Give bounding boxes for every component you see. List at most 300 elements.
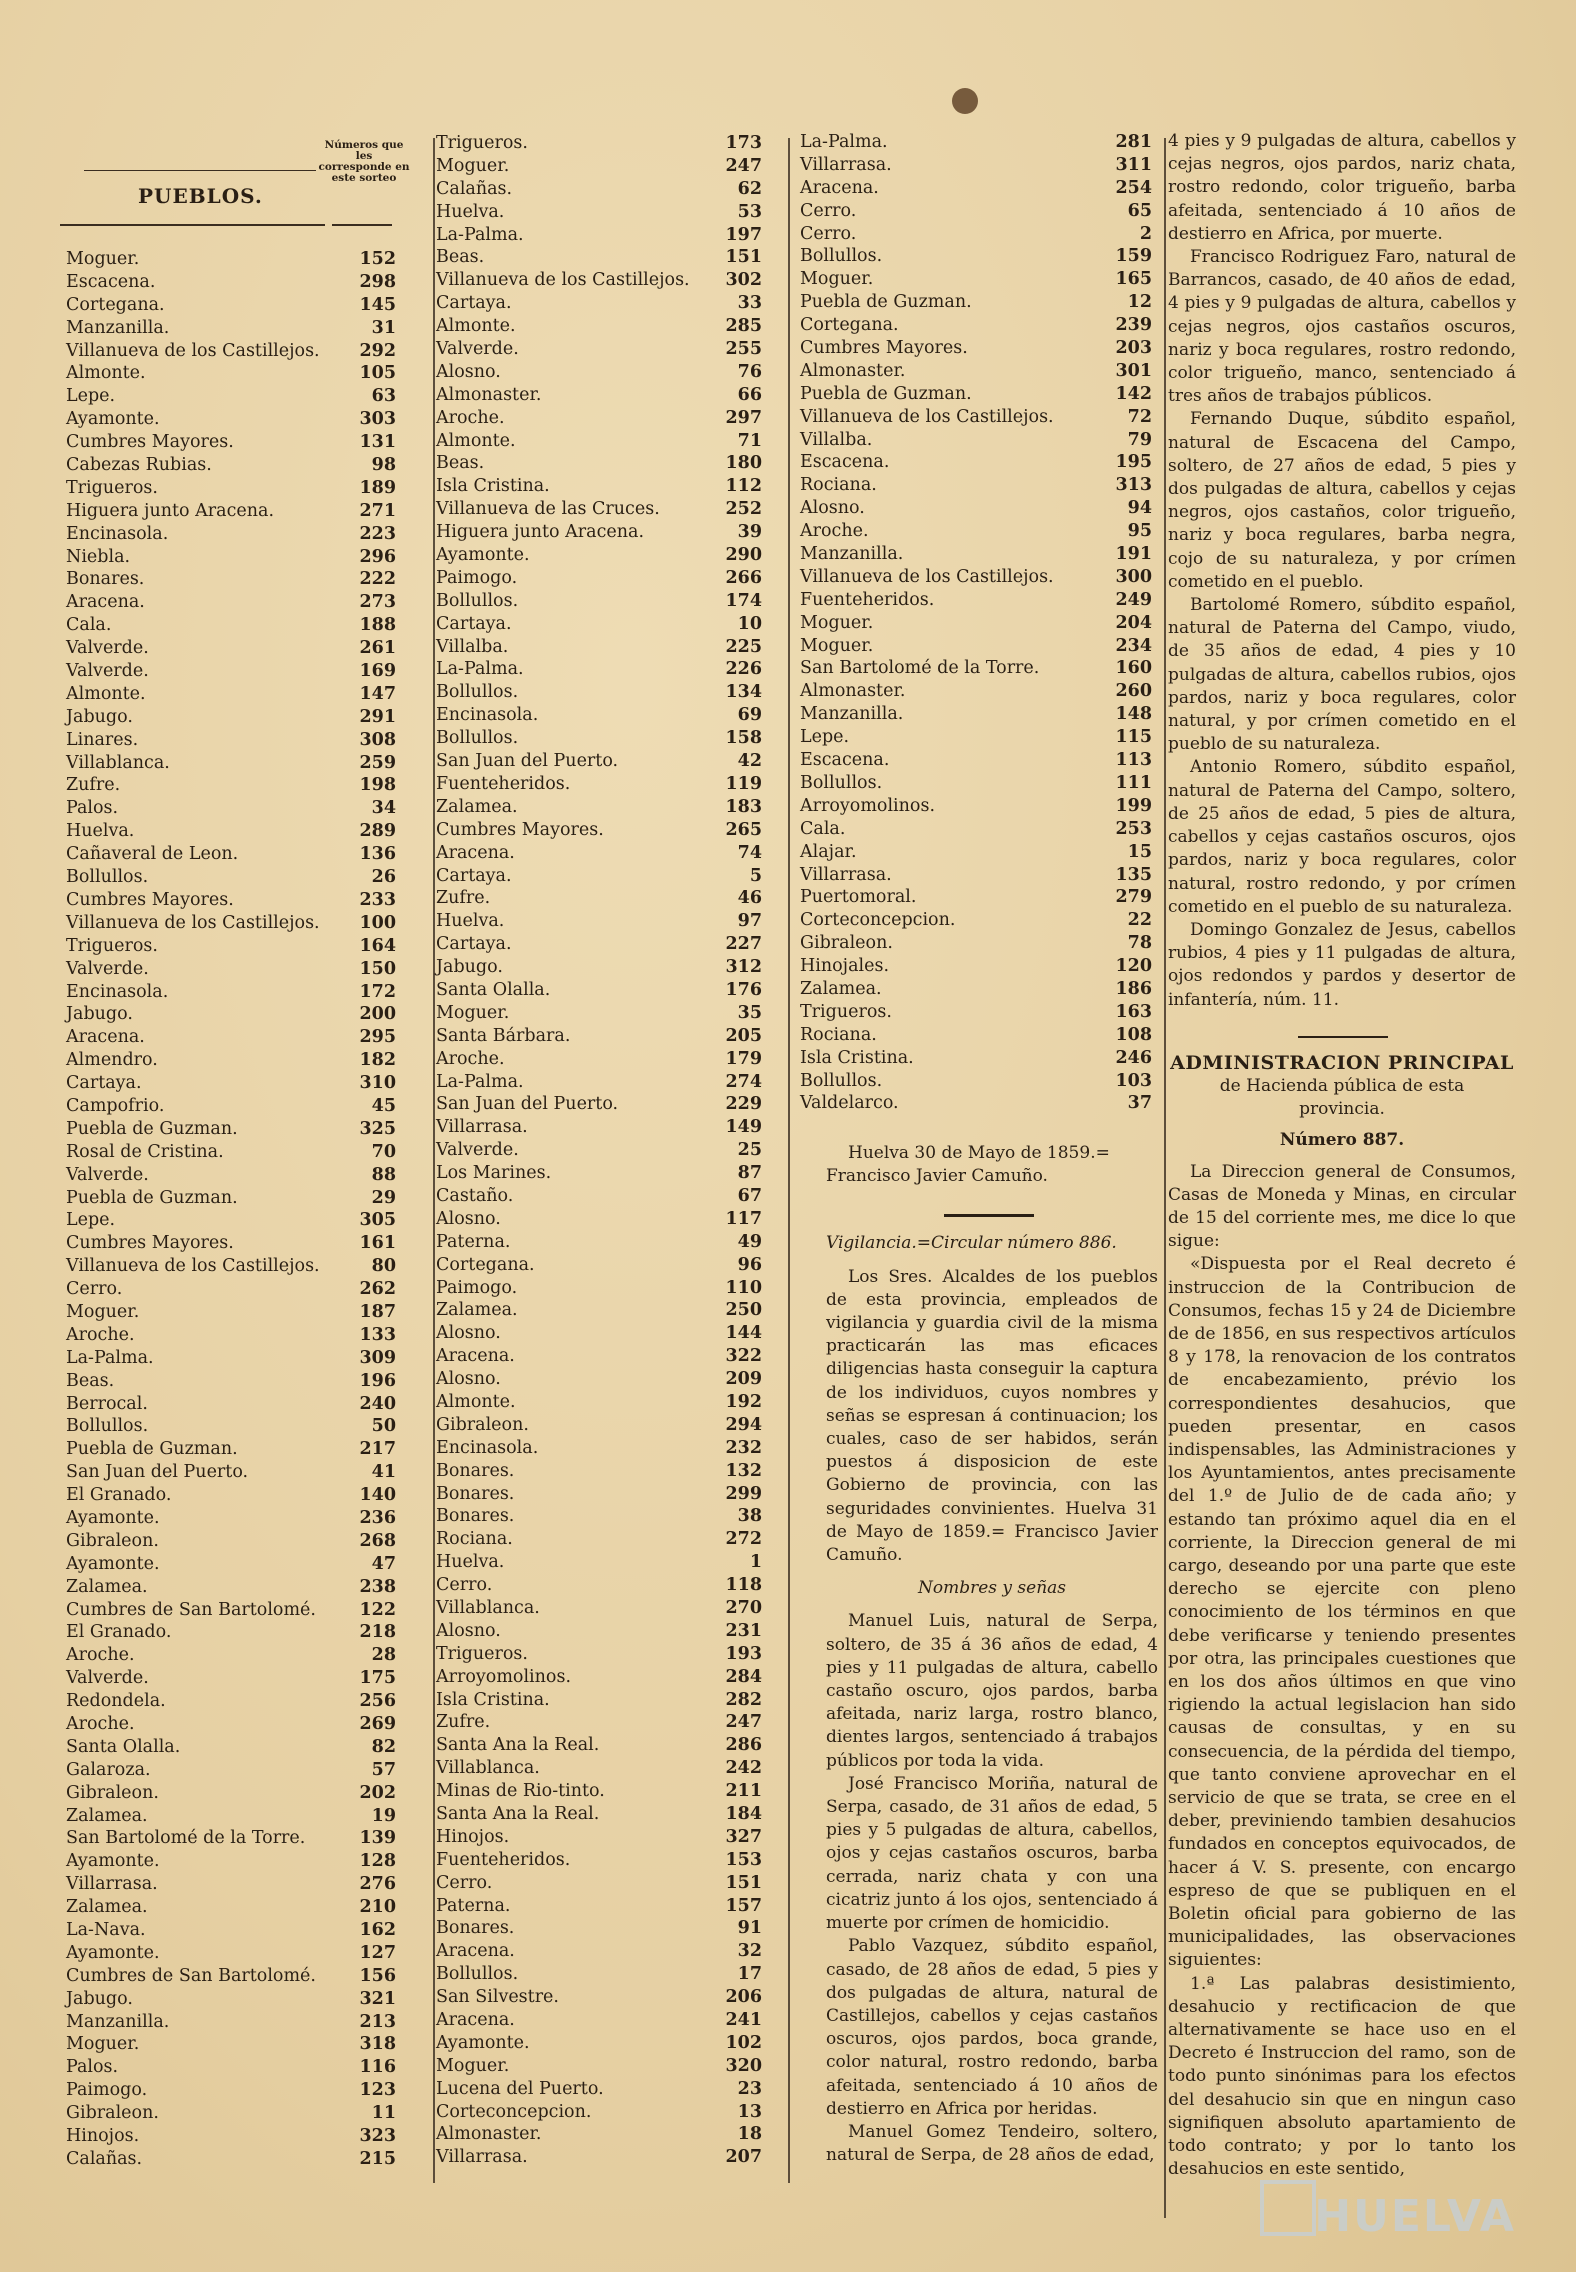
persona-7: Bartolomé Romero, súbdito español, natural de Paterna del Campo, viudo, de 35 años de edad, 4 pies y 10 pulgadas de altura, cabellos rubios, ojos pardos, nariz y boca regulares, color natural, y por crímen cometido en el pueblo de su naturaleza. (1168, 595, 1516, 755)
persona-2: José Francisco Moriña, natural de Serpa, casado, de 31 años de edad, 5 pies y 5 pulgadas de altura, cabellos, ojos y cejas castaños oscuros, barba cerrada, nariz chata y con una cicatriz junto á los ojos, sentenciado á muerte por crímen de homicidio. (826, 1773, 1158, 1934)
lot-number: 156 (359, 1965, 396, 1986)
list-item (436, 1711, 762, 1734)
lot-number: 205 (725, 1025, 762, 1046)
list-item (436, 1963, 762, 1986)
lot-number: 88 (371, 1164, 396, 1185)
administracion-subtitle: de Hacienda pública de esta provincia. (1219, 1075, 1465, 1120)
lot-number: 321 (359, 1988, 396, 2009)
persona-3: Pablo Vazquez, súbdito español, casado, de 28 años de edad, 5 pies y dos pulgadas de altura, natural de Castillejos, cabellos y cejas castaños oscuros, ojos pardos, boca grande, color natural, rostro redondo, barba afeitada, sentenciado á 10 años de destierro en Africa por heridas. (826, 1936, 1158, 2119)
list-item (66, 1576, 396, 1599)
list-item (66, 1026, 396, 1049)
lot-number: 238 (359, 1576, 396, 1597)
list-item (436, 269, 762, 292)
lot-number: 173 (725, 133, 762, 153)
lot-number: 187 (359, 1301, 396, 1322)
list-item (800, 886, 1152, 909)
lot-number: 11 (371, 2103, 396, 2124)
lot-number: 62 (737, 178, 762, 199)
town-name: Gibraleon. (800, 933, 893, 954)
town-name: Huelva. (436, 201, 505, 222)
lot-number: 165 (1115, 269, 1152, 290)
list-item (66, 1484, 396, 1507)
lot-number: 276 (359, 1874, 396, 1895)
lot-number: 193 (725, 1643, 762, 1664)
town-name: Aracena. (436, 1941, 515, 1962)
town-name: Villanueva de los Castillejos. (66, 1256, 320, 1277)
town-name: Cumbres Mayores. (800, 338, 968, 359)
town-name: Ayamonte. (66, 1942, 160, 1963)
list-item (800, 795, 1152, 818)
town-name: Almonte. (436, 430, 516, 451)
town-name: Puertomoral. (800, 887, 917, 908)
town-name: San Silvestre. (436, 1987, 559, 2008)
lot-number: 266 (725, 567, 762, 588)
lot-number: 120 (1115, 956, 1152, 977)
lot-number: 241 (725, 2010, 762, 2031)
town-name: Bonares. (436, 1918, 515, 1939)
list-item (66, 431, 396, 454)
lot-number: 198 (359, 775, 396, 796)
list-item (66, 2102, 396, 2125)
town-name: Minas de Rio-tinto. (436, 1781, 605, 1802)
list-item (436, 1986, 762, 2009)
list-item (436, 132, 762, 155)
list-item (66, 477, 396, 500)
list-item (436, 1620, 762, 1643)
separator-rule (944, 1214, 1034, 1217)
list-item (66, 385, 396, 408)
ink-blot (952, 88, 978, 114)
list-item (66, 1827, 396, 1850)
table-header (60, 139, 410, 230)
town-name: Villablanca. (436, 1598, 540, 1618)
lot-number: 300 (1115, 566, 1152, 587)
town-name: Zufre. (436, 888, 491, 909)
lot-number: 234 (1115, 635, 1152, 656)
col4-text (1168, 130, 1516, 2181)
list-item (66, 1988, 396, 2011)
lot-number: 87 (737, 1163, 762, 1184)
lot-number: 182 (359, 1050, 396, 1071)
lot-number: 279 (1115, 887, 1152, 908)
list-item (66, 2011, 396, 2034)
town-name: Villanueva de los Castillejos. (436, 270, 690, 291)
lot-number: 303 (359, 409, 396, 430)
list-item (66, 1255, 396, 1278)
town-name: Villarrasa. (436, 1117, 528, 1138)
town-name: Almendro. (66, 1050, 158, 1071)
town-name: Hinojos. (436, 1826, 510, 1847)
lot-number: 284 (725, 1666, 762, 1687)
list-item (66, 614, 396, 637)
town-name: Zalamea. (66, 1576, 148, 1597)
lot-number: 148 (1115, 704, 1152, 725)
list-item (436, 590, 762, 613)
list-item (66, 683, 396, 706)
town-name: Villalba. (436, 636, 509, 657)
town-name: Ayamonte. (66, 409, 160, 430)
town-name: El Granado. (66, 1485, 172, 1506)
lot-number: 180 (725, 453, 762, 474)
list-item (436, 1116, 762, 1139)
list-item (436, 2009, 762, 2032)
lot-number: 209 (725, 1369, 762, 1390)
town-name: Huelva. (66, 821, 135, 842)
lot-number: 5 (749, 865, 762, 886)
list-item (800, 841, 1152, 864)
persona-6: Fernando Duque, súbdito español, natural de Escacena del Campo, soltero, de 27 años de edad, 5 pies y dos pulgadas de altura, cabellos y cejas negros, ojos castaños, color trigueño, nariz y boca regulares, barba negra, cojo de su naturaleza, y por crímen cometido en el pueblo. (1168, 409, 1516, 592)
list-item (800, 680, 1152, 703)
list-item (66, 1187, 396, 1210)
town-name: La-Palma. (66, 1347, 154, 1368)
list-item (436, 315, 762, 338)
lot-number: 290 (725, 545, 762, 566)
lot-number: 71 (737, 430, 762, 451)
list-item (66, 889, 396, 912)
lot-number: 176 (725, 979, 762, 1000)
town-name: Aracena. (436, 842, 515, 863)
lot-number: 285 (725, 316, 762, 337)
list-item (436, 361, 762, 384)
list-item (436, 1895, 762, 1918)
list-item (436, 979, 762, 1002)
list-item (66, 1461, 396, 1484)
list-item (800, 703, 1152, 726)
lot-number: 29 (371, 1187, 396, 1208)
list-item (800, 497, 1152, 520)
list-item (66, 317, 396, 340)
list-item (66, 935, 396, 958)
town-name: Palos. (66, 798, 119, 819)
list-item (436, 1917, 762, 1940)
town-name: Alosno. (436, 1369, 501, 1390)
town-name: Bollullos. (436, 682, 519, 703)
list-item (800, 223, 1152, 246)
lot-number: 102 (725, 2032, 762, 2053)
lot-number: 15 (1127, 841, 1152, 862)
column-rule (433, 138, 435, 2183)
lot-number: 161 (359, 1233, 396, 1254)
list-item (800, 589, 1152, 612)
lot-number: 98 (371, 455, 396, 476)
lot-number: 255 (725, 339, 762, 360)
lot-number: 133 (359, 1324, 396, 1345)
lot-number: 292 (359, 340, 396, 361)
town-name: Cerro. (800, 223, 857, 244)
town-name: Villarrasa. (66, 1874, 158, 1895)
lot-number: 273 (359, 592, 396, 613)
list-item (66, 523, 396, 546)
lot-number: 47 (371, 1553, 396, 1574)
lot-number: 149 (725, 1117, 762, 1138)
town-name: Aroche. (436, 407, 505, 428)
town-name: Puebla de Guzman. (66, 1118, 238, 1139)
town-name: Aroche. (66, 1645, 135, 1666)
list-item (436, 2123, 762, 2146)
town-name: Paimogo. (436, 1277, 518, 1298)
list-item (436, 1071, 762, 1094)
lot-number: 274 (725, 1071, 762, 1092)
lot-number: 318 (359, 2034, 396, 2055)
lot-number: 320 (725, 2055, 762, 2076)
list-item (800, 955, 1152, 978)
lot-number: 327 (725, 1826, 762, 1847)
list-item (66, 1507, 396, 1530)
lot-number: 325 (359, 1118, 396, 1139)
town-name: Aracena. (436, 2010, 515, 2031)
lot-number: 115 (1115, 727, 1152, 748)
list-item (436, 1551, 762, 1574)
list-item (436, 430, 762, 453)
list-item (66, 912, 396, 935)
list-item (66, 1896, 396, 1919)
list-item (800, 909, 1152, 932)
town-name: Bonares. (436, 1460, 515, 1481)
town-name: Trigueros. (436, 1643, 528, 1664)
list-item (66, 1942, 396, 1965)
lot-number: 265 (725, 819, 762, 840)
town-name: Trigueros. (800, 1001, 892, 1022)
town-name: Santa Bárbara. (436, 1025, 571, 1046)
lot-number: 79 (1127, 429, 1152, 450)
lot-number: 76 (737, 361, 762, 382)
town-name: Cortegana. (800, 315, 899, 336)
list-item (436, 201, 762, 224)
list-item (436, 865, 762, 888)
town-name: Villanueva de los Castillejos. (800, 566, 1054, 587)
town-name: Santa Ana la Real. (436, 1804, 600, 1825)
list-item (66, 362, 396, 385)
town-name: Cala. (66, 615, 112, 636)
town-name: Cartaya. (436, 865, 512, 886)
lot-number: 286 (725, 1735, 762, 1756)
town-name: Cartaya. (66, 1073, 142, 1094)
lot-number: 26 (371, 867, 396, 888)
list-item (436, 452, 762, 475)
list-item (66, 774, 396, 797)
lot-number: 72 (1127, 406, 1152, 427)
persona-8: Antonio Romero, súbdito español, natural de Paterna del Campo, soltero, de 25 años de edad, 5 pies de altura, cabellos y cejas castaños oscuros, ojos pardos, nariz y boca regulares, color natural, rostro redondo, y por crímen cometido en el pueblo de su naturaleza. (1168, 757, 1516, 917)
persona-4-cont: 4 pies y 9 pulgadas de altura, cabellos y cejas negros, ojos pardos, nariz chata, rostro redondo, color trigueño, barba afeitada, sentenciado á 10 años de destierro en Africa, por muerte. (1168, 131, 1516, 244)
list-item (436, 933, 762, 956)
list-item (800, 932, 1152, 955)
list-item (66, 729, 396, 752)
town-name: Los Marines. (436, 1163, 552, 1184)
town-name: Beas. (66, 1370, 115, 1391)
lot-number: 183 (725, 796, 762, 817)
list-item (436, 384, 762, 407)
lot-number: 295 (359, 1027, 396, 1048)
list-item (436, 2078, 762, 2101)
town-name: Alosno. (436, 1620, 501, 1641)
list-item (66, 797, 396, 820)
list-item (800, 520, 1152, 543)
list-item (436, 178, 762, 201)
lot-number: 323 (359, 2126, 396, 2147)
list-item (66, 1347, 396, 1370)
lot-number: 105 (359, 363, 396, 384)
lot-number: 222 (359, 569, 396, 590)
list-item (66, 1644, 396, 1667)
town-name: Moguer. (436, 155, 510, 176)
town-name: Cortegana. (66, 294, 165, 315)
list-item (66, 500, 396, 523)
lot-number: 119 (725, 773, 762, 794)
pueblos-heading: PUEBLOS. (138, 184, 263, 208)
town-name: Escacena. (800, 750, 890, 771)
town-name: Ayamonte. (436, 2032, 530, 2053)
direccion-cita: «Dispuesta por el Real decreto é instruccion de la Contribucion de Consumos, fechas 15 y 24 de Diciembre de de 1856, en sus respectivos artículos 8 y 178, la renovacion de los contratos de encabezamiento, prévio los correspondientes desahucios, que pueden presentar, en casos indispensables, las Administraciones y los Ayuntamientos, antes precisamente del 1.º de Julio de de cada año; y estando tan próximo aquel dia en el corriente, la Direccion general de mi cargo, deseando por una parte que este derecho se ejercite con pleno conocimiento de los términos en que debe verificarse y teniendo presentes por otra, las principales cuestiones que en los dos años últimos en que vino rigiendo la actual legislacion han sido causas de consultas, y en su consecuencia, de la pérdida del tiempo, que tanto conviene aprovechar en el servicio de que se trata, se cree en el deber, previniendo tambien desahucios fundados en conceptos equivocados, de hacer á V. S. presente, con encargo espreso de que se publiquen en el Boletin oficial para gobierno de las municipalidades, las observaciones siguientes: (1168, 1254, 1516, 1971)
town-name: Niebla. (66, 546, 131, 567)
list-item (436, 1689, 762, 1712)
town-name: Ayamonte. (66, 1851, 160, 1872)
town-name: Cartaya. (436, 613, 512, 634)
list-item (66, 706, 396, 729)
list-item (436, 636, 762, 659)
list-item (436, 956, 762, 979)
town-name: Fuenteheridos. (436, 773, 571, 794)
list-item (800, 657, 1152, 680)
town-name: Zalamea. (436, 796, 518, 817)
list-item (66, 2148, 396, 2171)
lot-number: 299 (725, 1483, 762, 1504)
lot-number: 311 (1115, 154, 1152, 175)
lot-number: 232 (725, 1437, 762, 1458)
list-item (436, 1162, 762, 1185)
town-name: Manzanilla. (66, 2011, 170, 2032)
town-name: Gibraleon. (66, 2103, 159, 2124)
list-item (66, 568, 396, 591)
town-name: Cerro. (436, 1575, 493, 1596)
list-item (436, 1093, 762, 1116)
list-item (436, 1254, 762, 1277)
list-item (436, 1391, 762, 1414)
list-item (66, 1850, 396, 1873)
lot-number: 150 (359, 958, 396, 979)
town-name: La-Nava. (66, 1920, 146, 1941)
list-item (66, 1164, 396, 1187)
lot-number: 297 (725, 407, 762, 428)
separator-rule (1298, 1036, 1388, 1038)
town-name: Gibraleon. (66, 1782, 159, 1803)
town-name: Bollullos. (800, 1070, 883, 1091)
lot-number: 240 (359, 1393, 396, 1414)
town-name: Galaroza. (66, 1759, 151, 1780)
lot-number: 66 (737, 384, 762, 405)
town-name: Villablanca. (66, 752, 170, 773)
lot-number: 260 (1115, 681, 1152, 702)
lot-number: 19 (371, 1805, 396, 1826)
list-item (436, 544, 762, 567)
town-name: Villalba. (800, 429, 873, 450)
town-name: Trigueros. (66, 477, 158, 498)
town-name: Encinasola. (66, 981, 169, 1002)
town-name: Bollullos. (66, 867, 149, 888)
list-item (436, 1277, 762, 1300)
list-item (436, 1849, 762, 1872)
town-name: La-Palma. (436, 659, 524, 680)
town-name: Hinojales. (800, 956, 890, 977)
lot-number: 110 (725, 1277, 762, 1298)
town-name: Beas. (436, 247, 485, 268)
lot-number: 259 (359, 752, 396, 773)
list-item (800, 612, 1152, 635)
list-item (436, 475, 762, 498)
list-item (800, 337, 1152, 360)
list-item (436, 338, 762, 361)
lottery-list-col3 (800, 131, 1152, 1115)
lot-number: 94 (1127, 498, 1152, 519)
list-item (66, 820, 396, 843)
lot-number: 206 (725, 1987, 762, 2008)
list-item (66, 866, 396, 889)
lot-number: 18 (737, 2124, 762, 2145)
lot-number: 28 (371, 1645, 396, 1666)
town-name: Hinojos. (66, 2126, 140, 2147)
list-item (800, 566, 1152, 589)
list-item (436, 613, 762, 636)
town-name: Berrocal. (66, 1393, 148, 1414)
town-name: Alosno. (800, 498, 865, 519)
town-name: Higuera junto Aracena. (436, 522, 645, 543)
column-rule (788, 138, 790, 2183)
town-name: Aracena. (66, 1027, 145, 1048)
list-item (66, 340, 396, 363)
lot-number: 262 (359, 1279, 396, 1300)
town-name: Paterna. (436, 1895, 511, 1916)
lot-number: 203 (1115, 338, 1152, 359)
lot-number: 131 (359, 432, 396, 453)
lot-number: 226 (725, 659, 762, 680)
town-name: Moguer. (436, 2055, 510, 2076)
town-name: Arroyomolinos. (800, 795, 936, 816)
town-name: Isla Cristina. (436, 1689, 550, 1710)
town-name: Cala. (800, 818, 846, 839)
lot-number: 41 (371, 1462, 396, 1483)
list-item (436, 498, 762, 521)
lot-number: 199 (1115, 795, 1152, 816)
lot-number: 289 (359, 821, 396, 842)
town-name: San Juan del Puerto. (436, 1094, 619, 1115)
lot-number: 127 (359, 1942, 396, 1963)
list-item (436, 1322, 762, 1345)
lot-number: 174 (725, 590, 762, 611)
town-name: Cabezas Rubias. (66, 455, 212, 476)
list-item (436, 819, 762, 842)
lot-number: 246 (1115, 1047, 1152, 1068)
lot-number: 34 (371, 798, 396, 819)
town-name: Trigueros. (66, 935, 158, 956)
lot-number: 252 (725, 499, 762, 520)
town-name: Castaño. (436, 1185, 514, 1206)
lot-number: 49 (737, 1231, 762, 1252)
lot-number: 142 (1115, 383, 1152, 404)
lottery-list-col1 (66, 248, 396, 2171)
lot-number: 22 (1127, 910, 1152, 931)
list-item (436, 1460, 762, 1483)
lot-number: 254 (1115, 177, 1152, 198)
archive-stamp-icon (1260, 2180, 1316, 2236)
town-name: Moguer. (800, 612, 874, 633)
lot-number: 70 (371, 1141, 396, 1162)
lot-number: 204 (1115, 612, 1152, 633)
lot-number: 140 (359, 1485, 396, 1506)
town-name: La-Palma. (800, 132, 888, 152)
list-item (66, 1141, 396, 1164)
lot-number: 74 (737, 842, 762, 863)
list-item (436, 1231, 762, 1254)
lot-number: 160 (1115, 658, 1152, 679)
